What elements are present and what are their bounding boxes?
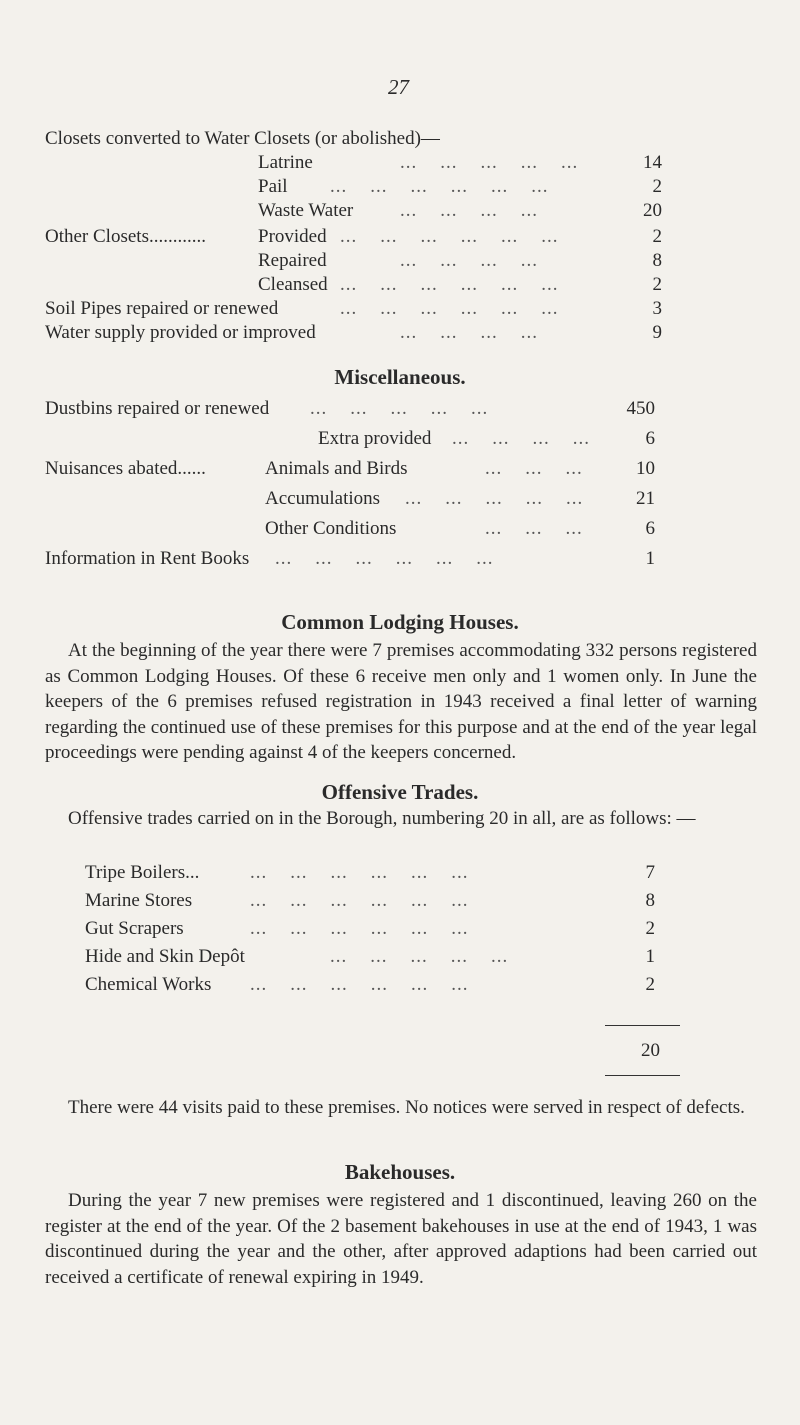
closet-item-value: 20 xyxy=(643,200,662,221)
total-rule-bottom xyxy=(605,1075,680,1076)
visits-paragraph: There were 44 visits paid to these premises. No notices were served in respect of defects. xyxy=(68,1097,745,1118)
nuisances-label xyxy=(45,458,206,480)
trade-label: Marine Stores xyxy=(85,890,193,911)
soil-pipes-label: Soil Pipes repaired or renewed xyxy=(45,298,279,319)
leader-dots: ... ... ... ... ... xyxy=(310,398,489,419)
other-closet-value: 8 xyxy=(652,250,662,271)
nuisance-item-value: 6 xyxy=(645,518,655,539)
leader-dots: ... ... ... ... xyxy=(400,200,538,221)
leader-dots: ... ... ... ... ... xyxy=(405,488,584,509)
other-closet-label: Cleansed xyxy=(258,274,328,295)
total-rule-top xyxy=(605,1025,680,1026)
water-supply-label: Water supply provided or improved xyxy=(45,322,316,343)
leader-dots: ... ... ... xyxy=(485,518,583,539)
leader-dots: ... ... ... ... ... ... xyxy=(250,890,469,911)
leader-dots: ... ... ... ... ... ... xyxy=(250,918,469,939)
nuisance-item-value: 21 xyxy=(636,488,655,509)
leader-dots: ... ... ... xyxy=(485,458,583,479)
leader-dots: ... ... ... ... xyxy=(400,322,538,343)
offensive-intro: Offensive trades carried on in the Borough, numbering 20 in all, are as follows: — xyxy=(68,808,696,829)
closet-item-value: 14 xyxy=(643,152,662,173)
trade-label: Hide and Skin Depôt xyxy=(85,946,245,967)
other-closet-label: Provided xyxy=(258,226,327,247)
rent-books-value: 1 xyxy=(645,548,655,569)
leader-dots: ... ... ... ... xyxy=(452,428,590,449)
trade-label: Gut Scrapers xyxy=(85,918,184,939)
extra-provided-value: 6 xyxy=(645,428,655,449)
leader-dots: ... ... ... ... ... ... xyxy=(275,548,494,569)
soil-pipes-value: 3 xyxy=(652,298,662,319)
offensive-heading: Offensive Trades. xyxy=(321,780,479,804)
nuisance-item-label: Other Conditions xyxy=(265,518,397,539)
trade-value: 2 xyxy=(645,918,655,939)
water-supply-value: 9 xyxy=(652,322,662,343)
leader-dots: ... ... ... ... ... ... xyxy=(340,226,559,247)
nuisances-text: Nuisances abated xyxy=(45,458,178,479)
extra-provided-label: Extra provided xyxy=(318,428,432,449)
closets-intro: Closets converted to Water Closets (or abolished)— xyxy=(45,128,440,149)
leader-dots: ... ... ... ... ... ... xyxy=(340,298,559,319)
leader-dots: ... ... ... ... xyxy=(400,250,538,271)
leader-dots: ... ... ... ... ... xyxy=(400,152,579,173)
other-closet-value: 2 xyxy=(652,226,662,247)
closet-item-label: Latrine xyxy=(258,152,313,173)
leader-dots: ... ... ... ... ... ... xyxy=(340,274,559,295)
leader-dots: ... ... ... ... ... ... xyxy=(330,176,549,197)
other-closet-value: 2 xyxy=(652,274,662,295)
bakehouses-heading: Bakehouses. xyxy=(344,1160,456,1184)
nuisance-item-value: 10 xyxy=(636,458,655,479)
leader-dots: ...... xyxy=(177,458,206,479)
other-closet-label: Repaired xyxy=(258,250,327,271)
trades-total: 20 xyxy=(641,1040,660,1061)
lodging-paragraph: At the beginning of the year there were 7 premises accommodating 332 persons registered as Common Lodging Houses. Of these 6 receive men only and 1 women only. In June the keepers of the 6 premises refused registration in 1943 received a final letter of warning regarding the continued use of these premises for this purpose and at the end of the year legal proceedings were pending against 4 of the keepers concerned. xyxy=(45,640,757,763)
trade-label: Chemical Works xyxy=(85,974,212,995)
trade-value: 8 xyxy=(645,890,655,911)
closet-item-label: Waste Water xyxy=(258,200,354,221)
trade-value: 1 xyxy=(645,946,655,967)
trade-value: 2 xyxy=(645,974,655,995)
miscellaneous-heading: Miscellaneous. xyxy=(334,365,466,389)
leader-dots: ... ... ... ... ... xyxy=(330,946,509,967)
leader-dots: ............ xyxy=(148,226,206,247)
trade-label: Tripe Boilers... xyxy=(85,862,200,883)
trade-value: 7 xyxy=(645,862,655,883)
other-closets-text: Other Closets xyxy=(45,226,149,247)
leader-dots: ... ... ... ... ... ... xyxy=(250,974,469,995)
lodging-heading: Common Lodging Houses. xyxy=(281,610,519,634)
other-closets-label xyxy=(45,226,206,248)
closet-item-value: 2 xyxy=(652,176,662,197)
dustbins-label: Dustbins repaired or renewed xyxy=(45,398,270,419)
nuisance-item-label: Accumulations xyxy=(265,488,381,509)
nuisance-item-label: Animals and Birds xyxy=(265,458,408,479)
leader-dots: ... ... ... ... ... ... xyxy=(250,862,469,883)
closet-item-label: Pail xyxy=(258,176,288,197)
rent-books-label: Information in Rent Books xyxy=(45,548,250,569)
dustbins-value: 450 xyxy=(626,398,655,419)
bakehouses-paragraph: During the year 7 new premises were registered and 1 discontinued, leaving 260 on the register at the end of the year. Of the 2 basement bakehouses in use at the end of 1943, 1 was discontinued during the year and the other, after approved adaptions had been carried out received a certificate of renewal expiring in 1949. xyxy=(45,1190,757,1288)
page-number: 27 xyxy=(388,75,409,99)
